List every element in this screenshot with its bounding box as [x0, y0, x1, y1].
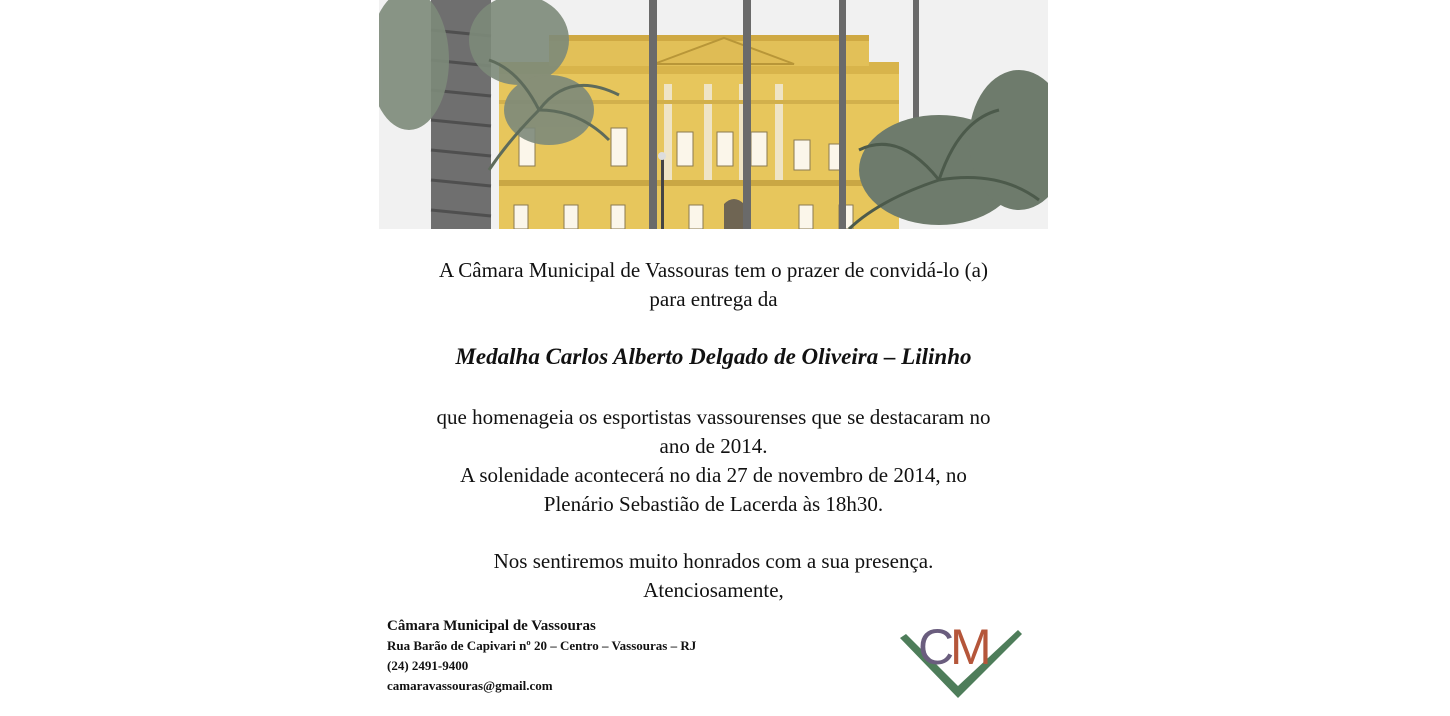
body-line: A solenidade acontecerá no dia 27 de novembro de 2014, no [460, 463, 967, 487]
logo-letter-c: C [918, 619, 955, 675]
phone: (24) 2491-9400 [387, 658, 469, 673]
logo-letter-m: M [950, 619, 992, 675]
email[interactable]: camaravassouras@gmail.com [387, 678, 553, 693]
invitation-intro [379, 256, 1048, 314]
invitation-closing [379, 547, 1048, 605]
body-line: ano de 2014. [659, 434, 768, 458]
address: Rua Barão de Capivari nº 20 – Centro – Vassouras – RJ [387, 638, 697, 653]
closing-line: Nos sentiremos muito honrados com a sua presença. [493, 549, 934, 573]
organization-name: Câmara Municipal de Vassouras [387, 618, 596, 634]
closing-line: Atenciosamente, [643, 578, 784, 602]
body-line: que homenageia os esportistas vassourenses que se destacaram no [436, 405, 991, 429]
intro-line: A Câmara Municipal de Vassouras tem o prazer de convidá-lo (a) [439, 258, 988, 282]
building-photo-illustration [379, 0, 1048, 229]
invitation-body [379, 403, 1048, 519]
medal-title: Medalha Carlos Alberto Delgado de Oliveira – Lilinho [455, 344, 972, 369]
header-photo [379, 0, 1048, 229]
body-line: Plenário Sebastião de Lacerda às 18h30. [543, 492, 884, 516]
contact-footer [387, 616, 787, 696]
cm-logo [898, 612, 1024, 704]
intro-line: para entrega da [649, 287, 778, 311]
